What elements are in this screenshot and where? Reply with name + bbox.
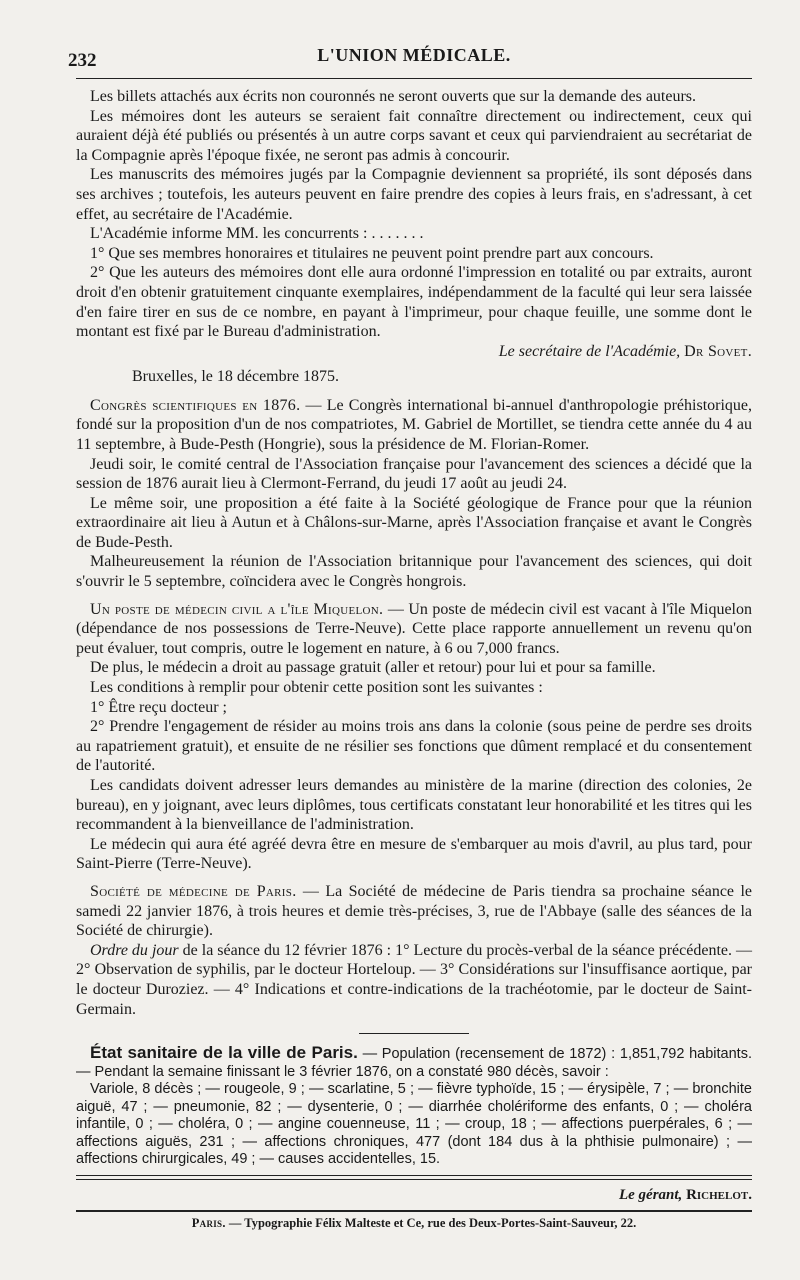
page-number: 232 (68, 50, 97, 71)
academie-signature (76, 342, 752, 362)
miquelon-paragraph-4: 1° Être reçu docteur ; (90, 698, 227, 716)
societe-paragraph-2 (76, 941, 752, 1019)
academie-paragraph-5: 1° Que ses membres honoraires et titulaires ne peuvent point prendre part aux concours. (90, 244, 654, 262)
signature-role: Le secrétaire de l'Académie, (498, 342, 681, 360)
congres-paragraph-1 (76, 396, 752, 455)
congres-text-1: — Le Congrès international bi-annuel d'anthropologie préhistorique, fondé sur la proposition d'un de nos compatriotes, M. Gabriel de Mortillet, se tiendra cette année du 4 au 11 septembre, à Bude-Pesth (Hongrie), sous la présidence de M. Florian-Romer. (76, 396, 753, 453)
etat-sanitaire-paragraph-2: Variole, 8 décès ; — rougeole, 9 ; — scarlatine, 5 ; — fièvre typhoïde, 15 ; — érysipèle, 7 ; — bronchite aiguë, 47 ; — pneumonie, 82 ; — dysenterie, 0 ; — diarrhée cholériforme des enfants, 0 ; — choléra infantile, 0 ; — choléra, 0 ; — angine couenneuse, 11 ; — croup, 18 ; — affections puerpérales, 6 ; — affections aiguës, 231 ; — affections chroniques, 477 (dont 184 dus à la phthisie pulmonaire) ; — affections chirurgicales, 49 ; — causes accidentelles, 15. (76, 1081, 752, 1168)
miquelon-paragraph-1 (76, 600, 752, 659)
academie-paragraph-6: 2° Que les auteurs des mémoires dont elle aura ordonné l'impression en totalité ou par extraits, auront droit d'en obtenir gratuitement cinquante exemplaires, indépendamment de la faculté qui leur sera laissée d'en faire tirer en sus de ce nombre, en payant à l'imprimeur, pour chaque feuille, une somme dont le montant est fixé par le Bureau d'administration. (76, 264, 752, 341)
imprint-text: — Typographie Félix Malteste et Ce, rue des Deux-Portes-Saint-Sauveur, 22. (225, 1215, 637, 1230)
miquelon-section (76, 600, 752, 874)
congres-section (76, 396, 752, 592)
etat-sanitaire-title: État sanitaire de la ville de Paris. (90, 1043, 358, 1063)
journal-title: L'UNION MÉDICALE. (317, 45, 511, 65)
etat-sanitaire-paragraph-1 (76, 1044, 752, 1081)
signature-name: Dr Sovet. (684, 342, 752, 360)
miquelon-paragraph-5: 2° Prendre l'engagement de résider au moins trois ans dans la colonie (sous peine de perdre ses droits au rapatriement gratuit), et ensuite de ne résilier ses fonctions que dûment remplacé et du consentement de l'autorité. (76, 718, 752, 775)
academie-paragraph-2: Les mémoires dont les auteurs se seraient fait connaître directement ou indirectement, ceux qui auraient déjà été publiés ou présentés à un autre corps savant et ceux qui parviendraient au secrétariat de la Compagnie après l'époque fixée, ne seront pas admis à concourir. (76, 107, 752, 164)
section-divider (359, 1033, 469, 1034)
gerant-signature (76, 1184, 752, 1206)
societe-paragraph-1 (76, 882, 752, 941)
footer-double-rule (76, 1175, 752, 1180)
academie-paragraph-3: Les manuscrits des mémoires jugés par la Compagnie deviennent sa propriété, ils sont déposés dans ses archives ; toutefois, les auteurs peuvent en faire prendre des copies à leurs frais, en s'adressant, à cet effet, au secrétaire de l'Académie. (76, 166, 752, 223)
societe-text-2: de la séance du 12 février 1876 : 1° Lecture du procès-verbal de la séance précédente. — 2° Observation de syphilis, par le docteur Horteloup. — 3° Considérations sur l'insuffisance aortique, par le docteur Duroziez. — 4° Indications et contre-indications de la trachéotomie, par le docteur de Saint-Germain. (76, 941, 753, 1018)
societe-text-1: — La Société de médecine de Paris tiendra sa prochaine séance le samedi 22 janvier 1876, à trois heures et demie très-précises, 3, rue de l'Abbaye (salle des séances de la Société de chirurgie). (76, 882, 753, 940)
running-head (68, 38, 752, 71)
congres-paragraph-2: Jeudi soir, le comité central de l'Association française pour l'avancement des sciences a décidé que la session de 1876 aurait lieu à Clermont-Ferrand, du jeudi 17 août au jeudi 24. (76, 455, 752, 493)
societe-heading: Société de médecine de Paris. (90, 882, 297, 900)
gerant-role: Le gérant, (618, 1186, 683, 1203)
societe-section (76, 882, 752, 1019)
miquelon-paragraph-6: Les candidats doivent adresser leurs demandes au ministère de la marine (direction des colonies, 2e bureau), en y joignant, avec leurs diplômes, tous certificats constatant leur honorabilité et les titres qui les recommandent à la bienveillance de l'administration. (76, 777, 752, 834)
gerant-name: Richelot. (686, 1186, 752, 1203)
ordre-du-jour-label: Ordre du jour (90, 941, 179, 959)
congres-paragraph-4: Malheureusement la réunion de l'Association britannique pour l'avancement des sciences, qui doit s'ouvrir le 5 septembre, coïncidera avec le Congrès hongrois. (76, 553, 752, 591)
etat-sanitaire-text-1: — Population (recensement de 1872) : 1,851,792 habitants. — Pendant la semaine finissant le 3 février 1876, on a constaté 980 décès, savoir : (76, 1046, 752, 1080)
miquelon-paragraph-2: De plus, le médecin a droit au passage gratuit (aller et retour) pour lui et pour sa famille. (90, 659, 656, 677)
miquelon-heading: Un poste de médecin civil a l'île Miquelon. (90, 600, 384, 618)
academie-section (76, 87, 752, 388)
header-rule (76, 78, 752, 79)
academie-paragraph-1: Les billets attachés aux écrits non couronnés ne seront ouverts que sur la demande des auteurs. (90, 88, 697, 105)
academie-paragraph-4: L'Académie informe MM. les concurrents : . . . . . . . (90, 225, 424, 243)
miquelon-paragraph-3: Les conditions à remplir pour obtenir cette position sont les suivantes : (90, 679, 543, 697)
imprint-line (76, 1212, 752, 1234)
academie-date: Bruxelles, le 18 décembre 1875. (132, 367, 340, 385)
congres-heading: Congrès scientifiques en 1876. (90, 396, 301, 414)
etat-sanitaire-section (76, 1044, 752, 1169)
miquelon-text-1: — Un poste de médecin civil est vacant à l'île Miquelon (dépendance de nos possessions de Terre-Neuve). Cette place rapporte annuellement un revenu qu'on peut évaluer, tout compris, outre le logement en nature, à 6 ou 7,000 francs. (76, 600, 752, 657)
imprint-city: Paris. (191, 1215, 226, 1230)
congres-paragraph-3: Le même soir, une proposition a été faite à la Société géologique de France pour que la réunion extraordinaire ait lieu à Autun et à Châlons-sur-Marne, après l'Association française et avant le Congrès de Bude-Pesth. (76, 494, 752, 551)
miquelon-paragraph-7: Le médecin qui aura été agréé devra être en mesure de s'embarquer au mois d'avril, au plus tard, pour Saint-Pierre (Terre-Neuve). (76, 835, 752, 873)
